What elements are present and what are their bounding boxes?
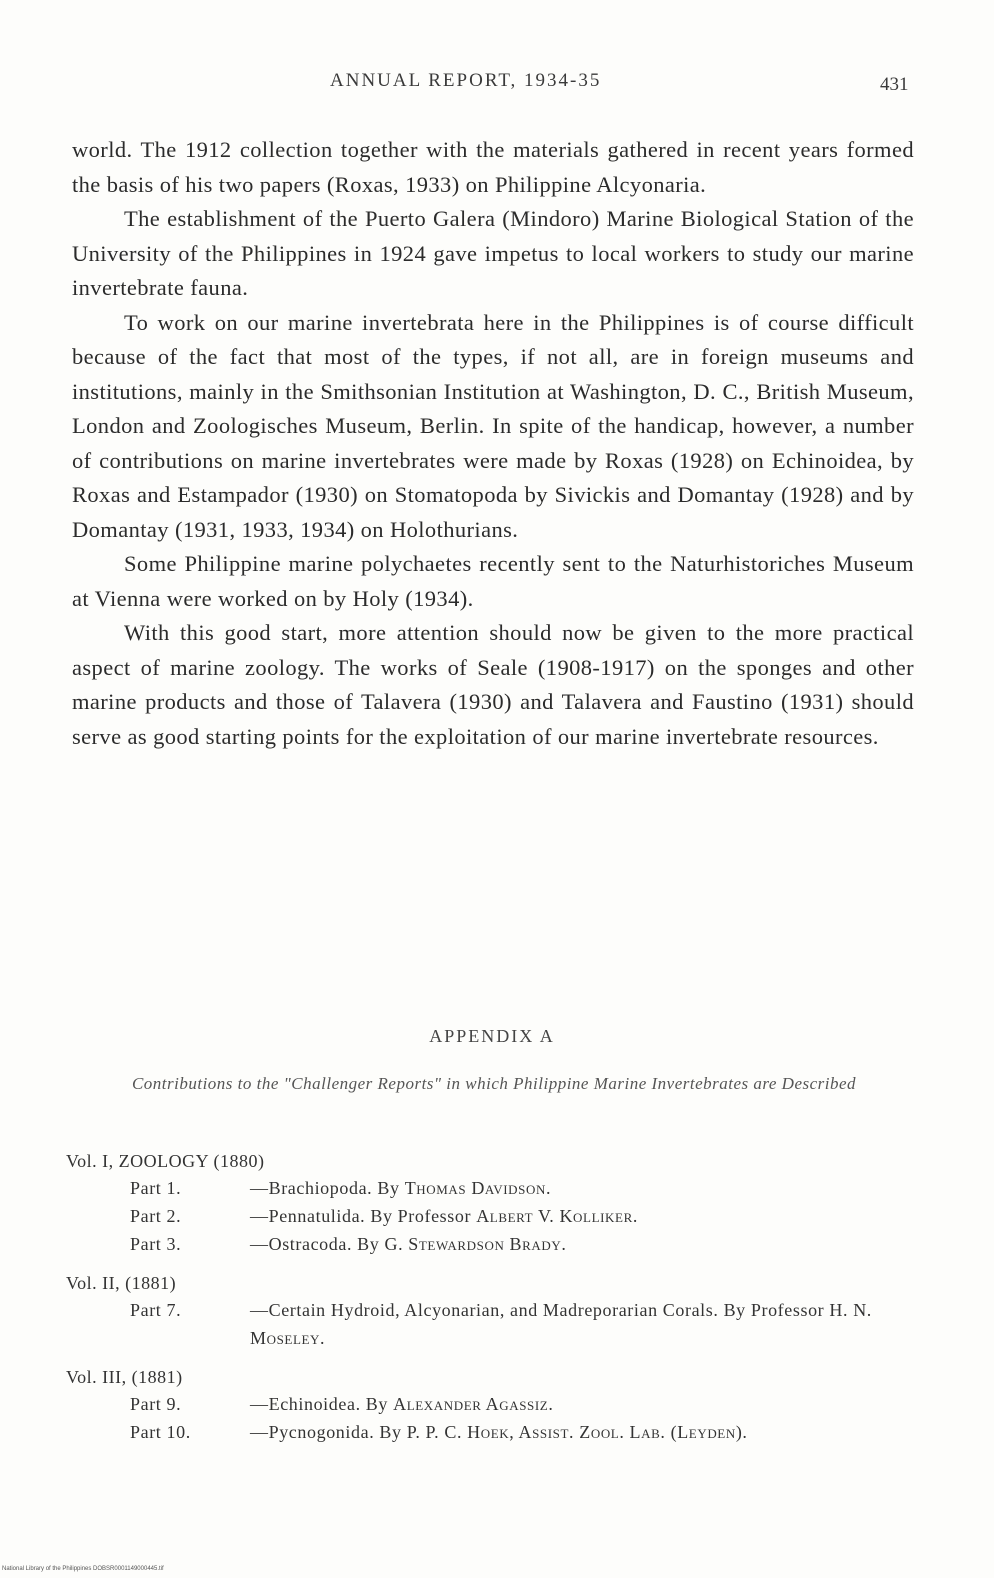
part-title: —Pennatulida. By Professor	[250, 1206, 472, 1226]
part-entry	[130, 1174, 912, 1202]
part-number: Part 2.	[130, 1206, 182, 1226]
part-title: —Echinoidea. By	[250, 1394, 388, 1414]
paragraph: Some Philippine marine polychaetes recently sent to the Naturhistoriches Museum at Vienna were worked on by Holy (1934).	[72, 551, 914, 611]
page-number: 431	[880, 74, 909, 95]
part-number: Part 3.	[130, 1234, 182, 1254]
part-entry	[130, 1230, 912, 1258]
part-author: P. P. C. Hoek, Assist. Zool. Lab. (Leyden).	[406, 1422, 748, 1442]
paragraph: To work on our marine invertebrata here in the Philippines is of course difficult because of the fact that most of the types, if not all, are in foreign museums and institutions, mainly in the Smithsonian Institution at Washington, D. C., British Museum, London and Zoologisches Museum, Berlin. In spite of the handicap, however, a number of contributions on marine invertebrates were made by Roxas (1928) on Echinoidea, by Roxas and Estampador (1930) on Stomatopoda by Sivickis and Domantay (1928) and by Domantay (1931, 1933, 1934) on Holothurians.	[72, 309, 914, 542]
appendix-title: APPENDIX A	[429, 1026, 555, 1046]
volume-heading: Vol. II, (1881)	[66, 1273, 177, 1293]
part-number: Part 1.	[130, 1178, 182, 1198]
part-title: —Ostracoda. By	[250, 1234, 380, 1254]
page-header	[0, 70, 994, 100]
body-text	[72, 133, 914, 754]
volume-heading: Vol. III, (1881)	[66, 1367, 183, 1387]
part-entry	[130, 1390, 912, 1418]
part-number: Part 7.	[130, 1300, 182, 1320]
part-author: G. Stewardson Brady.	[384, 1234, 567, 1254]
part-title: —Brachiopoda. By	[250, 1178, 400, 1198]
part-author: Albert V. Kolliker.	[476, 1206, 638, 1226]
appendix-subtitle: Contributions to the "Challenger Reports" in which Philippine Marine Invertebrates are Described	[131, 1074, 857, 1093]
part-entry	[130, 1418, 912, 1446]
volume-heading: Vol. I, ZOOLOGY (1880)	[66, 1151, 265, 1171]
appendix-contents	[66, 1148, 912, 1446]
running-title: ANNUAL REPORT, 1934-35	[330, 70, 602, 91]
part-title: —Certain Hydroid, Alcyonarian, and Madreporarian Corals. By Professor	[250, 1300, 825, 1320]
part-number: Part 10.	[130, 1422, 191, 1442]
part-author: H. N. Moseley.	[250, 1300, 872, 1348]
part-author: Thomas Davidson.	[404, 1178, 552, 1198]
part-title: —Pycnogonida. By	[250, 1422, 402, 1442]
paragraph: The establishment of the Puerto Galera (Mindoro) Marine Biological Station of the University of the Philippines in 1924 gave impetus to local workers to study our marine invertebrate fauna.	[72, 206, 914, 300]
paragraph: With this good start, more attention should now be given to the more practical aspect of marine zoology. The works of Seale (1908-1917) on the sponges and other marine products and those of Talavera (1930) and Talavera and Faustino (1931) should serve as good starting points for the exploitation of our marine invertebrate resources.	[72, 620, 914, 749]
part-entry	[130, 1296, 912, 1352]
part-number: Part 9.	[130, 1394, 182, 1414]
footer-note: National Library of the Philippines DOBSR0001149000445.tif	[2, 1566, 164, 1572]
part-author: Alexander Agassiz.	[393, 1394, 554, 1414]
part-entry	[130, 1202, 912, 1230]
paragraph: world. The 1912 collection together with the materials gathered in recent years formed the basis of his two papers (Roxas, 1933) on Philippine Alcyonaria.	[72, 137, 914, 197]
